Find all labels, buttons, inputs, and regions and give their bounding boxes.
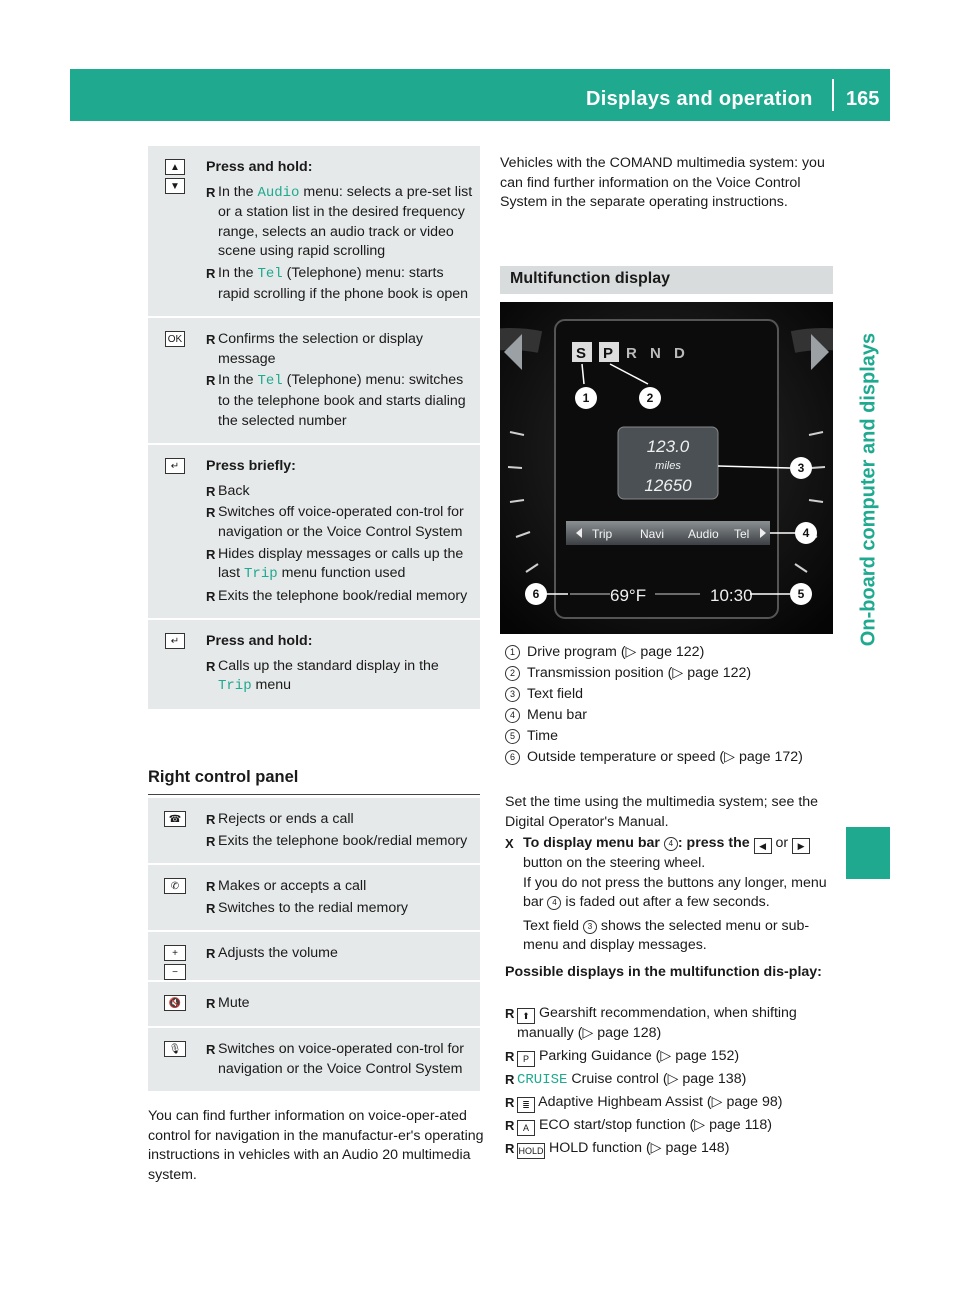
button-key-cell <box>148 445 202 618</box>
menu-item-tel: Tel <box>734 527 750 541</box>
display-menu-instruction: X To display menu bar 4 : press the ◀ or ▶ button on the steering wheel. If you do not press the buttons any longer, menu bar 4 is faded out after a few seconds. Text field 3 shows the selected menu or sub-menu and display messages. <box>505 834 837 956</box>
left-arrow-button-icon: ◀ <box>754 838 772 854</box>
callout-legend <box>505 642 835 768</box>
list-item: R CRUISE Cruise control (▷ page 138) <box>505 1070 837 1091</box>
button-key-cell <box>148 865 202 930</box>
legend-item: 1 Drive program (▷ page 122) <box>505 642 835 663</box>
list-item: R A ECO start/stop function (▷ page 118) <box>505 1116 837 1136</box>
table-row <box>148 318 480 445</box>
drive-program-S: S <box>576 345 587 362</box>
description-heading: Press and hold: <box>206 633 313 650</box>
table-row <box>148 620 480 709</box>
list-item: R In the Audio menu: selects a pre-set list or a station list in the desired frequency range, selects an audio track or video scene using rapid scrolling <box>206 183 474 262</box>
list-item: R Rejects or ends a call <box>206 810 474 830</box>
text-field-unit: miles <box>655 460 681 472</box>
legend-number: 5 <box>505 729 520 744</box>
possible-displays-list <box>505 1004 837 1162</box>
menu-name: Tel <box>257 265 283 282</box>
panel-button-icon: + <box>164 945 186 961</box>
display-symbol-icon: ≣ <box>517 1097 535 1113</box>
set-time-paragraph: Set the time using the multimedia system; see the Digital Operator's Manual. <box>505 794 819 830</box>
button-key-cell <box>148 798 202 863</box>
steering-button-icon: ▲ <box>165 159 185 175</box>
display-symbol-icon: HOLD <box>517 1143 545 1159</box>
callout-4: 4 <box>802 526 810 540</box>
menu-name: Audio <box>257 184 300 201</box>
chapter-tab <box>846 827 890 879</box>
legend-item: 4 Menu bar <box>505 705 835 726</box>
callout-3: 3 <box>797 461 805 475</box>
table-row <box>148 798 480 865</box>
button-key-cell <box>148 1028 202 1091</box>
multifunction-display-heading: Multifunction display <box>500 266 833 294</box>
description-heading: Press briefly: <box>206 458 296 475</box>
button-description <box>202 146 480 316</box>
button-description <box>202 445 480 618</box>
header-divider <box>832 79 834 111</box>
list-item: R Back <box>206 482 474 502</box>
steering-button-icon: ↵ <box>165 458 185 474</box>
steering-button-icon: OK <box>165 331 185 347</box>
callout-5: 5 <box>797 587 805 601</box>
comand-intro-paragraph: Vehicles with the COMAND multimedia system: you can find further information on the Voice Control System in the separate operating instructions. <box>500 155 825 211</box>
steering-button-icon: ▼ <box>165 178 185 194</box>
legend-item: 5 Time <box>505 726 835 747</box>
legend-number: 1 <box>505 645 520 660</box>
button-key-cell <box>148 620 202 709</box>
legend-item: 6 Outside temperature or speed (▷ page 172) <box>505 747 835 768</box>
menu-name: Trip <box>218 678 252 695</box>
gear-D: D <box>674 345 685 362</box>
text-field-value-1: 123.0 <box>646 437 690 456</box>
display-symbol-icon: P <box>517 1051 535 1067</box>
outside-temperature: 69°F <box>610 586 647 605</box>
table-row <box>148 932 480 982</box>
list-item: R Makes or accepts a call <box>206 877 474 897</box>
menu-name: Tel <box>257 373 283 390</box>
gear-R: R <box>626 345 637 362</box>
legend-number: 3 <box>505 687 520 702</box>
list-item: R Confirms the selection or display message <box>206 330 474 369</box>
steering-wheel-buttons-table <box>148 146 480 709</box>
steering-button-icon: ↵ <box>165 633 185 649</box>
list-item: R ≣ Adaptive Highbeam Assist (▷ page 98) <box>505 1093 837 1113</box>
page-section-title: Displays and operation <box>586 88 813 110</box>
button-key-cell <box>148 932 202 980</box>
button-description <box>202 932 480 980</box>
button-key-cell <box>148 982 202 1026</box>
menu-item-navi: Navi <box>640 527 665 541</box>
menu-item-trip: Trip <box>592 527 613 541</box>
panel-button-icon: − <box>164 964 186 980</box>
left-note-paragraph: You can find further information on voice-oper-ated control for navigation in the manufactur-er's operating instructions in vehicles with an Audio 20 multimedia system. <box>148 1108 484 1183</box>
panel-button-icon: 🎙 <box>164 1041 186 1057</box>
list-item: R Switches to the redial memory <box>206 899 474 919</box>
legend-number: 6 <box>505 750 520 765</box>
possible-displays-heading: Possible displays in the multifunction dis-play: <box>505 964 822 980</box>
menu-item-audio: Audio <box>688 527 719 541</box>
list-item: R Mute <box>206 994 474 1014</box>
list-item: R Exits the telephone book/redial memory <box>206 587 474 607</box>
clock-time: 10:30 <box>710 586 753 605</box>
text-field-value-2: 12650 <box>644 476 692 495</box>
button-description <box>202 620 480 709</box>
description-heading: Press and hold: <box>206 159 313 175</box>
callout-2: 2 <box>646 391 654 405</box>
gear-P: P <box>603 345 614 362</box>
menu-name: Trip <box>244 566 278 583</box>
right-control-panel-table <box>148 798 480 1091</box>
button-description <box>202 798 480 863</box>
list-item: R Adjusts the volume <box>206 944 474 964</box>
list-item: R P Parking Guidance (▷ page 152) <box>505 1047 837 1067</box>
table-row <box>148 865 480 932</box>
list-item: R Calls up the standard display in the Trip menu <box>206 657 474 697</box>
callout-6: 6 <box>532 587 540 601</box>
button-description <box>202 1028 480 1091</box>
heading-rule <box>148 794 480 795</box>
list-item: R ⬆ Gearshift recommendation, when shifting manually (▷ page 128) <box>505 1004 837 1044</box>
right-arrow-button-icon: ▶ <box>792 838 810 854</box>
button-key-cell <box>148 146 202 316</box>
legend-number: 2 <box>505 666 520 681</box>
panel-button-icon: ☎ <box>164 811 186 827</box>
legend-item: 2 Transmission position (▷ page 122) <box>505 663 835 684</box>
list-item: R Switches on voice-operated con-trol for navigation or the Voice Control System <box>206 1040 474 1079</box>
button-description <box>202 865 480 930</box>
table-row <box>148 982 480 1028</box>
instrument-cluster-image <box>500 302 833 634</box>
display-symbol-icon: ⬆ <box>517 1008 535 1024</box>
page-number: 165 <box>846 88 880 110</box>
panel-button-icon: 🔇 <box>164 995 186 1011</box>
table-row <box>148 1028 480 1091</box>
list-item: R Switches off voice-operated con-trol for navigation or the Voice Control System <box>206 503 474 542</box>
panel-button-icon: ✆ <box>164 878 186 894</box>
legend-item: 3 Text field <box>505 684 835 705</box>
button-key-cell <box>148 318 202 443</box>
table-row <box>148 445 480 620</box>
list-item: R HOLD HOLD function (▷ page 148) <box>505 1139 837 1159</box>
list-item: R In the Tel (Telephone) menu: switches to the telephone book and starts dialing the selected number <box>206 371 474 431</box>
list-item: R In the Tel (Telephone) menu: starts rapid scrolling if the phone book is open <box>206 264 474 304</box>
gear-N: N <box>650 345 661 362</box>
list-item: R Hides display messages or calls up the last Trip menu function used <box>206 545 474 585</box>
cruise-label: CRUISE <box>517 1071 568 1088</box>
chapter-side-title: On-board computer and displays <box>857 332 880 647</box>
button-description <box>202 982 480 1026</box>
button-description <box>202 318 480 443</box>
list-item: R Exits the telephone book/redial memory <box>206 832 474 852</box>
callout-1: 1 <box>582 391 590 405</box>
right-control-panel-heading: Right control panel <box>148 768 299 786</box>
display-symbol-icon: A <box>517 1120 535 1136</box>
legend-number: 4 <box>505 708 520 723</box>
table-row <box>148 146 480 318</box>
